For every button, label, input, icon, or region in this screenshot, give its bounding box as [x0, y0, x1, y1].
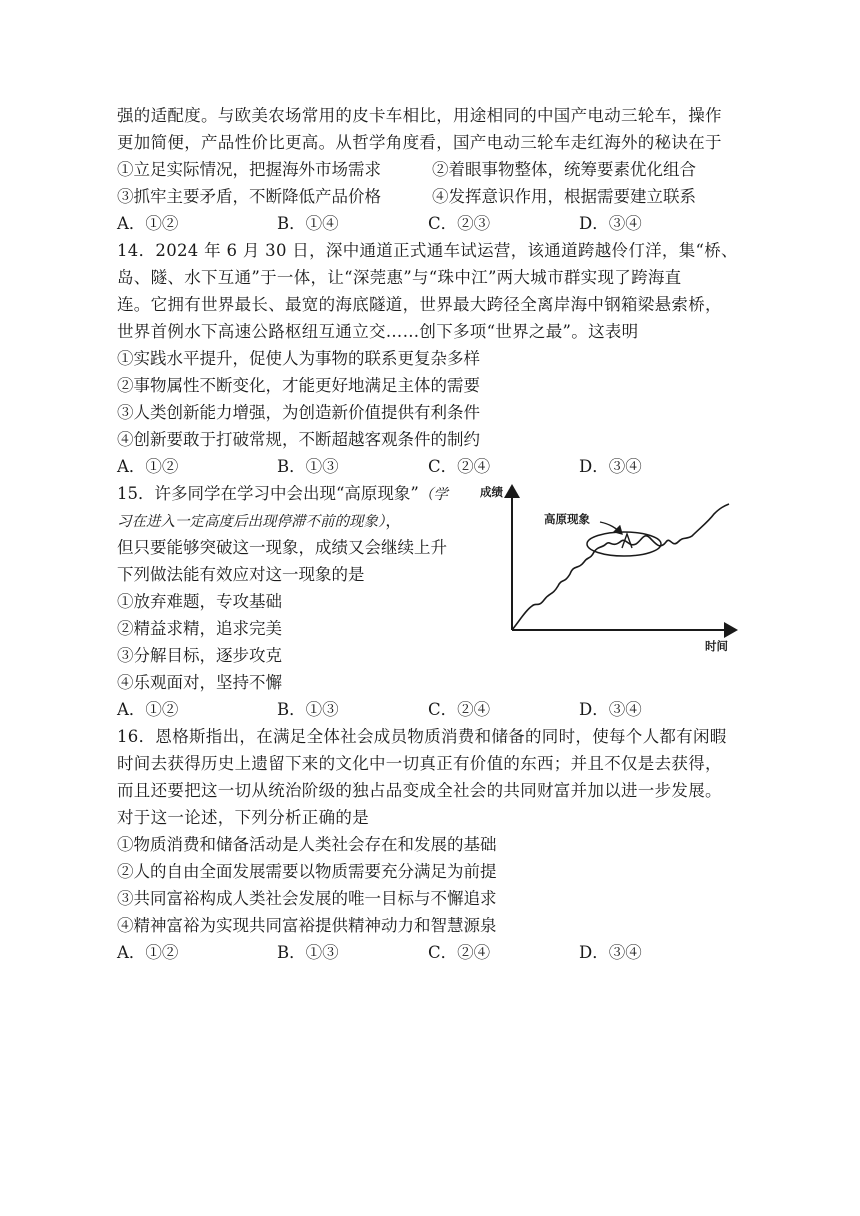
q13-option-c: C．②③: [428, 214, 491, 233]
q15-stem-line: [117, 483, 448, 506]
q16-option-a: A．①②: [117, 943, 179, 962]
q16-statement-4: ④精神富裕为实现共同富裕提供精神动力和智慧源泉: [117, 916, 497, 935]
q13-statement-1: ①立足实际情况，把握海外市场需求: [117, 160, 381, 179]
q15-stem-text: ，: [385, 511, 402, 530]
q15-stem-line: 下列做法能有效应对这一现象的是: [117, 565, 365, 584]
q14-option-b: B．①③: [277, 457, 339, 476]
y-axis-label: 成绩: [480, 485, 503, 499]
plateau-chart: [474, 478, 744, 660]
q13-stem-line: 强的适配度。与欧美农场常用的皮卡车相比，用途相同的中国产电动三轮车，操作: [117, 106, 722, 125]
q14-stem-line: 世界首例水下高速公路枢纽互通立交……创下多项“世界之最”。这表明: [117, 322, 639, 341]
q14-option-c: C．②④: [428, 457, 491, 476]
q16-statement-3: ③共同富裕构成人类社会发展的唯一目标与不懈追求: [117, 889, 497, 908]
q15-stem-line: 但只要能够突破这一现象，成绩又会继续上升: [117, 538, 447, 557]
q15-stem-italic: 习在进入一定高度后出现停滞不前的现象）: [117, 514, 386, 530]
q15-option-c: C．②④: [428, 700, 491, 719]
q15-statement-1: ①放弃难题，专攻基础: [117, 592, 282, 611]
q16-stem-line: 对于这一论述，下列分析正确的是: [117, 808, 369, 827]
q14-stem-line: 连。它拥有世界最长、最宽的海底隧道，世界最大跨径全离岸海中钢箱梁悬索桥，: [117, 295, 722, 314]
q16-statement-2: ②人的自由全面发展需要以物质需要充分满足为前提: [117, 862, 497, 881]
q14-option-d: D．③④: [579, 457, 642, 476]
q13-option-a: A．①②: [117, 214, 179, 233]
plateau-chart-svg: [474, 478, 744, 660]
q13-statement-3: ③抓牢主要矛盾，不断降低产品价格: [117, 187, 381, 206]
q15-stem-line: [117, 510, 402, 533]
q14-stem-line: 岛、隧、水下互通”于一体，让“深莞惠”与“珠中江”两大城市群实现了跨海直: [117, 268, 682, 287]
q13-stem-line: 更加简便，产品性价比更高。从哲学角度看，国产电动三轮车走红海外的秘诀在于: [117, 133, 722, 152]
q15-option-b: B．①③: [277, 700, 339, 719]
q16-stem-line: 时间去获得历史上遗留下来的文化中一切真正有价值的东西；并且不仅是去获得，: [117, 754, 722, 773]
x-axis-label: 时间: [705, 639, 728, 653]
q13-option-b: B．①④: [277, 214, 339, 233]
q16-stem-line: 而且还要把这一切从统治阶级的独占品变成全社会的共同财富并加以进一步发展。: [117, 781, 722, 800]
q14-statement-2: ②事物属性不断变化，才能更好地满足主体的需要: [117, 376, 480, 395]
q15-statement-2: ②精益求精，追求完美: [117, 619, 282, 638]
q16-stem-line: 16．恩格斯指出，在满足全体社会成员物质消费和储备的同时，使每个人都有闲暇: [117, 727, 727, 746]
q14-stem-line: 14．2024 年 6 月 30 日，深中通道正式通车试运营，该通道跨越伶仃洋，集“桥、: [117, 241, 738, 260]
q15-option-a: A．①②: [117, 700, 179, 719]
q15-statement-4: ④乐观面对，坚持不懈: [117, 673, 282, 692]
q14-option-a: A．①②: [117, 457, 179, 476]
plateau-annotation: 高原现象: [544, 512, 590, 526]
q15-stem-text: 15．许多同学在学习中会出现“高原现象”: [117, 484, 419, 503]
q13-statement-2: ②着眼事物整体，统筹要素优化组合: [432, 160, 696, 179]
q16-option-c: C．②④: [428, 943, 491, 962]
q14-statement-4: ④创新要敢于打破常规，不断超越客观条件的制约: [117, 430, 480, 449]
q16-option-d: D．③④: [579, 943, 642, 962]
q15-statement-3: ③分解目标，逐步攻克: [117, 646, 282, 665]
q13-option-d: D．③④: [579, 214, 642, 233]
q13-statement-4: ④发挥意识作用，根据需要建立联系: [432, 187, 696, 206]
q16-statement-1: ①物质消费和储备活动是人类社会存在和发展的基础: [117, 835, 497, 854]
q15-option-d: D．③④: [579, 700, 642, 719]
q14-statement-1: ①实践水平提升，促使人为事物的联系更复杂多样: [117, 349, 480, 368]
q14-statement-3: ③人类创新能力增强，为创造新价值提供有利条件: [117, 403, 480, 422]
q16-option-b: B．①③: [277, 943, 339, 962]
q15-stem-italic: （学: [418, 487, 448, 503]
